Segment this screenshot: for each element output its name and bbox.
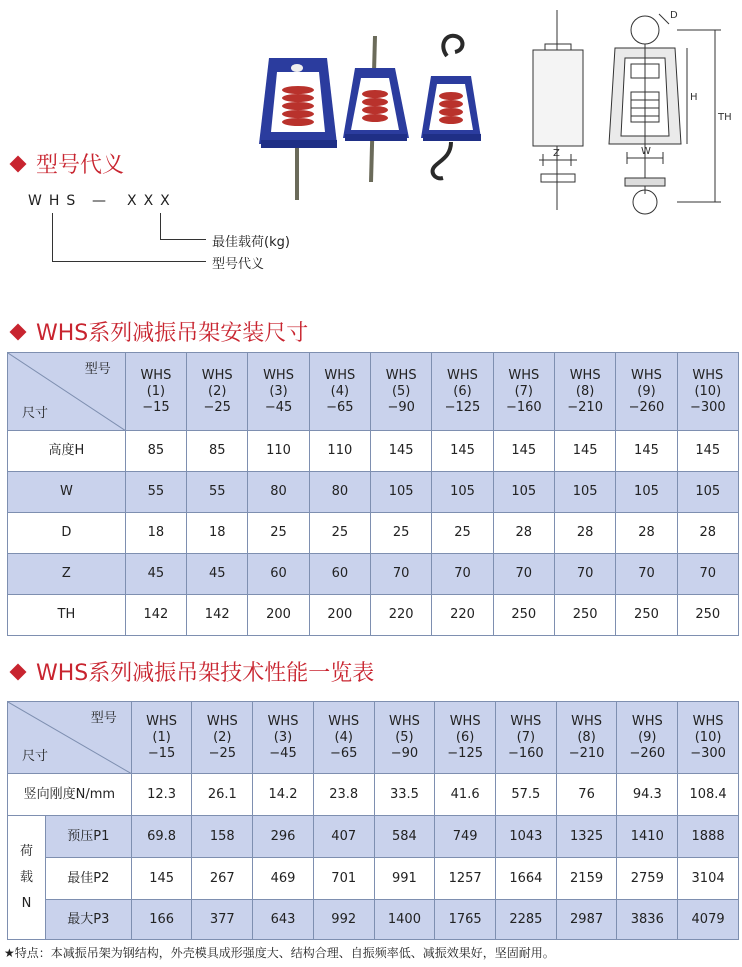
table-cell: 142: [187, 595, 248, 636]
table-cell: 1888: [678, 816, 739, 858]
table-cell: 105: [677, 472, 738, 513]
table-cell: 145: [616, 431, 677, 472]
table-cell: 80: [248, 472, 309, 513]
table-cell: 69.8: [131, 816, 192, 858]
legend-load-label: 最佳载荷(kg): [212, 235, 290, 250]
table-cell: 26.1: [192, 774, 253, 816]
table-cell: 105: [554, 472, 615, 513]
model-code-prefix: WHS: [28, 193, 83, 209]
table-row: [8, 513, 739, 554]
table-cell: 145: [432, 431, 493, 472]
legend-model-label: 型号代义: [212, 257, 265, 272]
table-cell: 108.4: [678, 774, 739, 816]
table-cell: 2159: [556, 858, 617, 900]
table-cell: 18: [125, 513, 186, 554]
table-cell: 70: [677, 554, 738, 595]
table-cell: 469: [253, 858, 314, 900]
table-cell: 1400: [374, 900, 435, 940]
install-table: [7, 352, 739, 636]
table-cell: 3836: [617, 900, 678, 940]
column-header: WHS (4) −65: [309, 353, 370, 431]
column-header: WHS (6) −125: [432, 353, 493, 431]
legend-connector-load-horizontal: [160, 239, 206, 240]
column-header: WHS (9) −260: [617, 702, 678, 774]
table-cell: 1325: [556, 816, 617, 858]
table-cell: 1765: [435, 900, 496, 940]
table-cell: 2285: [496, 900, 557, 940]
table-row: [8, 816, 739, 858]
install-table-header-row: [8, 353, 739, 431]
table-cell: 70: [554, 554, 615, 595]
table-cell: 18: [187, 513, 248, 554]
technical-drawing: [515, 8, 735, 218]
table-cell: 28: [677, 513, 738, 554]
column-header: WHS (8) −210: [556, 702, 617, 774]
table-cell: 57.5: [496, 774, 557, 816]
table-cell: 701: [313, 858, 374, 900]
table-cell: 105: [371, 472, 432, 513]
drawing-label-z: Z: [553, 148, 560, 159]
table-cell: 250: [493, 595, 554, 636]
row-label: TH: [8, 595, 126, 636]
column-header: WHS (7) −160: [493, 353, 554, 431]
row-label: 竖向刚度N/mm: [8, 774, 132, 816]
drawing-label-h: H: [690, 92, 698, 103]
column-header: WHS (9) −260: [616, 353, 677, 431]
table-cell: 220: [371, 595, 432, 636]
column-header: WHS (1) −15: [131, 702, 192, 774]
corner-label-size: 尺寸: [22, 406, 49, 421]
column-header: WHS (2) −25: [192, 702, 253, 774]
table-cell: 749: [435, 816, 496, 858]
table-row: [8, 900, 739, 940]
table-cell: 85: [125, 431, 186, 472]
column-header: WHS (5) −90: [374, 702, 435, 774]
row-label: 高度H: [8, 431, 126, 472]
table-cell: 142: [125, 595, 186, 636]
table-cell: 12.3: [131, 774, 192, 816]
row-label: W: [8, 472, 126, 513]
column-header: WHS (7) −160: [496, 702, 557, 774]
table-row: [8, 554, 739, 595]
column-header: WHS (3) −45: [253, 702, 314, 774]
row-label: 预压P1: [45, 816, 131, 858]
table-cell: 1664: [496, 858, 557, 900]
perf-table-heading-text: WHS系列减振吊架技术性能一览表: [36, 661, 375, 686]
table-cell: 14.2: [253, 774, 314, 816]
table-cell: 145: [131, 858, 192, 900]
table-cell: 2987: [556, 900, 617, 940]
drawing-label-d: D: [670, 10, 678, 21]
table-cell: 145: [677, 431, 738, 472]
table-cell: 1043: [496, 816, 557, 858]
perf-table-corner: [8, 702, 132, 774]
column-header: WHS (8) −210: [554, 353, 615, 431]
table-cell: 250: [677, 595, 738, 636]
hanger-photo-1: [259, 58, 337, 200]
table-cell: 25: [248, 513, 309, 554]
table-cell: 85: [187, 431, 248, 472]
table-cell: 70: [371, 554, 432, 595]
row-label: D: [8, 513, 126, 554]
table-row: [8, 472, 739, 513]
table-cell: 296: [253, 816, 314, 858]
table-cell: 105: [432, 472, 493, 513]
column-header: WHS (4) −65: [313, 702, 374, 774]
footnote: ★特点：本减振吊架为钢结构，外壳模具成形强度大、结构合理、自振频率低、减振效果好，坚固耐用。: [4, 946, 555, 960]
table-cell: 70: [616, 554, 677, 595]
table-cell: 60: [248, 554, 309, 595]
table-cell: 200: [248, 595, 309, 636]
table-cell: 377: [192, 900, 253, 940]
table-cell: 110: [248, 431, 309, 472]
table-cell: 267: [192, 858, 253, 900]
table-cell: 166: [131, 900, 192, 940]
table-cell: 584: [374, 816, 435, 858]
hanger-photo-2: [343, 36, 409, 182]
table-cell: 643: [253, 900, 314, 940]
table-cell: 25: [371, 513, 432, 554]
drawing-label-w: W: [641, 146, 651, 157]
product-photos: [255, 32, 495, 200]
table-cell: 407: [313, 816, 374, 858]
load-group-label: 荷 载 N: [8, 816, 46, 940]
table-cell: 158: [192, 816, 253, 858]
table-cell: 991: [374, 858, 435, 900]
perf-table-heading: [8, 656, 374, 687]
table-cell: 145: [554, 431, 615, 472]
install-table-corner: [8, 353, 126, 431]
install-table-heading-text: WHS系列减振吊架安装尺寸: [36, 321, 309, 346]
table-row: [8, 595, 739, 636]
model-code-suffix: XXX: [127, 193, 177, 209]
column-header: WHS (10) −300: [678, 702, 739, 774]
corner-label-model: 型号: [90, 711, 117, 726]
table-row: [8, 774, 739, 816]
column-header: WHS (1) −15: [125, 353, 186, 431]
diamond-bullet-icon: [10, 663, 27, 680]
table-cell: 45: [125, 554, 186, 595]
table-cell: 250: [616, 595, 677, 636]
table-cell: 41.6: [435, 774, 496, 816]
row-label: 最佳P2: [45, 858, 131, 900]
table-cell: 76: [556, 774, 617, 816]
table-cell: 105: [616, 472, 677, 513]
column-header: WHS (2) −25: [187, 353, 248, 431]
hanger-photo-3: [421, 36, 481, 179]
table-cell: 28: [493, 513, 554, 554]
table-cell: 200: [309, 595, 370, 636]
table-cell: 110: [309, 431, 370, 472]
column-header: WHS (6) −125: [435, 702, 496, 774]
table-cell: 220: [432, 595, 493, 636]
table-cell: 1257: [435, 858, 496, 900]
table-row: [8, 431, 739, 472]
table-cell: 60: [309, 554, 370, 595]
table-cell: 992: [313, 900, 374, 940]
table-cell: 70: [493, 554, 554, 595]
table-cell: 80: [309, 472, 370, 513]
corner-label-size: 尺寸: [22, 749, 49, 764]
install-table-heading: [8, 316, 308, 347]
table-cell: 55: [187, 472, 248, 513]
model-code-dash: —: [92, 193, 106, 209]
table-cell: 145: [371, 431, 432, 472]
perf-table: [7, 701, 739, 940]
table-row: [8, 858, 739, 900]
legend-connector-model-horizontal: [52, 261, 206, 262]
table-cell: 70: [432, 554, 493, 595]
table-cell: 1410: [617, 816, 678, 858]
table-cell: 2759: [617, 858, 678, 900]
table-cell: 4079: [678, 900, 739, 940]
legend-connector-model-vertical: [52, 213, 53, 261]
table-cell: 23.8: [313, 774, 374, 816]
table-cell: 28: [554, 513, 615, 554]
table-cell: 45: [187, 554, 248, 595]
perf-table-header-row: [8, 702, 739, 774]
table-cell: 25: [309, 513, 370, 554]
drawing-label-th: TH: [718, 112, 732, 123]
table-cell: 105: [493, 472, 554, 513]
column-header: WHS (10) −300: [677, 353, 738, 431]
table-cell: 25: [432, 513, 493, 554]
table-cell: 28: [616, 513, 677, 554]
table-cell: 33.5: [374, 774, 435, 816]
model-code-heading-text: 型号代义: [36, 153, 125, 178]
column-header: WHS (5) −90: [371, 353, 432, 431]
row-label: Z: [8, 554, 126, 595]
table-cell: 145: [493, 431, 554, 472]
model-code-heading: [8, 148, 124, 179]
table-cell: 250: [554, 595, 615, 636]
diamond-bullet-icon: [10, 323, 27, 340]
corner-label-model: 型号: [84, 362, 111, 377]
diamond-bullet-icon: [10, 155, 27, 172]
legend-connector-load-vertical: [160, 213, 161, 239]
row-label: 最大P3: [45, 900, 131, 940]
table-cell: 94.3: [617, 774, 678, 816]
table-cell: 3104: [678, 858, 739, 900]
column-header: WHS (3) −45: [248, 353, 309, 431]
table-cell: 55: [125, 472, 186, 513]
